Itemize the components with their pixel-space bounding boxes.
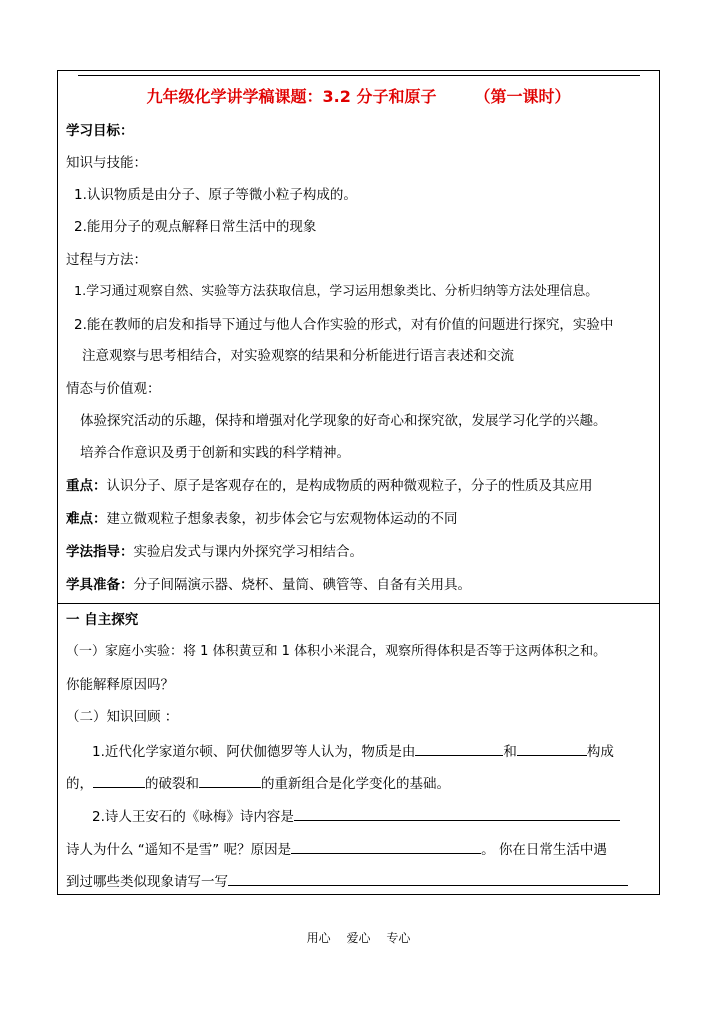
attitude-heading: 情态与价值观： (66, 381, 161, 397)
section-divider (57, 603, 660, 604)
q1-text-e: 的破裂和 (145, 776, 199, 792)
knowledge-heading: 知识与技能： (66, 155, 147, 171)
q1-text-f: 的重新组合是化学变化的基础。 (261, 776, 450, 792)
tools-prep (66, 576, 471, 594)
process-heading: 过程与方法： (66, 252, 147, 268)
q2-text-b: 诗人为什么 “遥知不是雪” 呢？原因是 (66, 842, 292, 858)
blank-3[interactable] (93, 773, 145, 788)
review-heading: （二）知识回顾 ： (66, 709, 179, 725)
knowledge-item-1: 1.认识物质是由分子、原子等微小粒子构成的。 (74, 187, 357, 203)
page-footer (0, 929, 717, 946)
explore-heading: 一 自主探究 (66, 612, 139, 628)
blank-1[interactable] (415, 741, 503, 756)
knowledge-item-2: 2.能用分子的观点解释日常生活中的现象 (74, 219, 317, 235)
experiment-line-2: 你能解释原因吗？ (66, 677, 174, 693)
question-1-line-1 (92, 741, 614, 761)
key-text: 认识分子、原子是客观存在的，是构成物质的两种微观粒子，分子的性质及其应用 (106, 478, 593, 494)
question-2-line-3 (66, 871, 628, 891)
process-item-2-cont: 注意观察与思考相结合，对实验观察的结果和分析能进行语言表述和交流 (82, 348, 514, 364)
tools-text: 分子间隔演示器、烧杯、量筒、碘管等、自备有关用具。 (133, 577, 471, 593)
blank-6[interactable] (291, 839, 481, 854)
footer-word-2: 爱心 (346, 931, 371, 945)
experiment-line-1: （一）家庭小实验：将 1 体积黄豆和 1 体积小米混合，观察所得体积是否等于这两体积之和。 (66, 644, 607, 659)
q1-text-b: 和 (503, 744, 517, 760)
attitude-item-1: 体验探究活动的乐趣，保持和增强对化学现象的好奇心和探究欲，发展学习化学的兴趣。 (80, 413, 607, 429)
question-1-line-2 (66, 773, 450, 793)
blank-7[interactable] (228, 871, 628, 886)
method-text: 实验启发式与课内外探究学习相结合。 (133, 544, 363, 560)
blank-2[interactable] (517, 741, 587, 756)
key-point (66, 477, 593, 495)
key-label: 重点： (66, 478, 107, 494)
q2-text-c: 。 你在日常生活中遇 (481, 842, 607, 858)
attitude-item-2: 培养合作意识及勇于创新和实践的科学精神。 (80, 445, 350, 461)
tools-label: 学具准备： (66, 577, 134, 593)
difficulty-point (66, 510, 458, 528)
method-guidance (66, 543, 363, 561)
blank-4[interactable] (199, 773, 261, 788)
objectives-heading: 学习目标： (66, 123, 134, 139)
process-item-2: 2.能在教师的启发和指导下通过与他人合作实验的形式，对有价值的问题进行探究，实验中 (74, 317, 614, 333)
q2-text-d: 到过哪些类似现象请写一写 (66, 874, 228, 890)
difficulty-text: 建立微观粒子想象表象，初步体会它与宏观物体运动的不同 (106, 511, 458, 527)
method-label: 学法指导： (66, 544, 134, 560)
title-rule (78, 75, 640, 76)
difficulty-label: 难点： (66, 511, 107, 527)
q1-text-d: 的， (66, 776, 93, 792)
question-2-line-2 (66, 839, 607, 859)
page-title (60, 84, 657, 107)
blank-5[interactable] (294, 806, 620, 821)
question-2-line-1 (92, 806, 620, 826)
q1-text-c: 构成 (586, 744, 614, 760)
lesson-label: （第一课时） (474, 87, 571, 106)
q2-text-a: 2.诗人王安石的《咏梅》诗内容是 (92, 809, 294, 825)
footer-word-3: 专心 (386, 931, 411, 945)
q1-text-a: 1.近代化学家道尔顿、阿伏伽德罗等人认为，物质是由 (92, 744, 416, 760)
title-text: 九年级化学讲学稿课题：3.2 分子和原子 (146, 87, 437, 106)
process-item-1: 1.学习通过观察自然、实验等方法获取信息，学习运用想象类比、分析归纳等方法处理信息。 (74, 284, 599, 299)
footer-word-1: 用心 (306, 931, 331, 945)
